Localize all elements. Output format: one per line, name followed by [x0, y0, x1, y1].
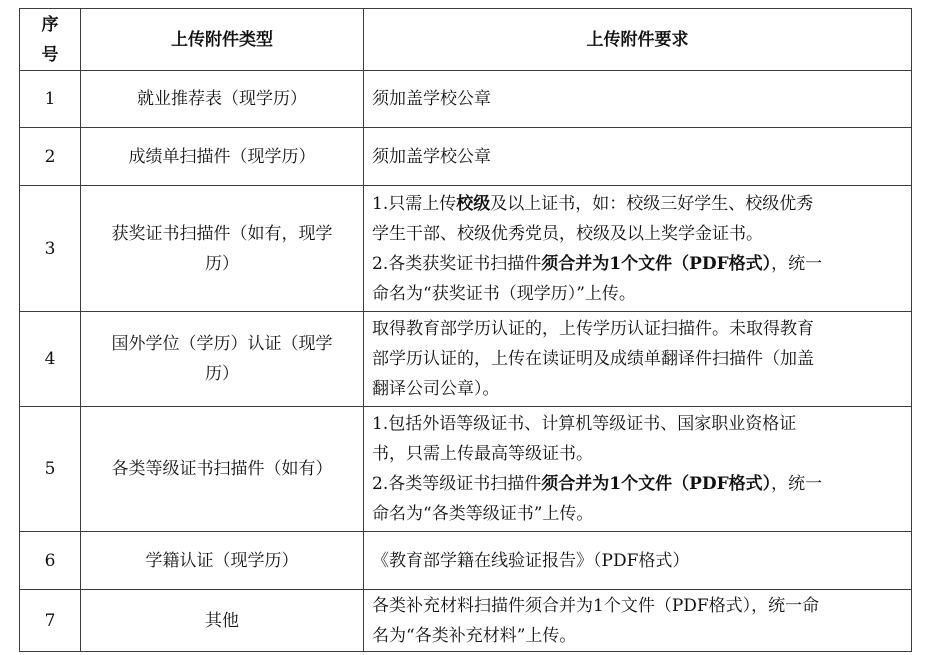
- table-row: [20, 71, 912, 128]
- requirement-line: 2.各类等级证书扫描件须合并为1个文件（PDF格式），统一: [372, 474, 823, 494]
- attachment-type: 学籍认证（现学历）: [81, 532, 364, 590]
- requirement-line: 1.包括外语等级证书、计算机等级证书、国家职业资格证: [372, 414, 797, 434]
- table-row: [20, 312, 912, 407]
- header-index: 序 号: [20, 9, 81, 71]
- attachment-type: 就业推荐表（现学历）: [81, 71, 364, 128]
- attachment-requirement: [364, 407, 912, 532]
- emphasis-text: 须合并为1个文件（PDF格式）: [541, 474, 772, 494]
- requirement-line: 命名为“获奖证书（现学历）”上传。: [372, 283, 636, 304]
- attachment-requirement: [364, 590, 912, 652]
- requirement-line: 学生干部、校级优秀党员，校级及以上奖学金证书。: [372, 223, 763, 244]
- table-row: [20, 128, 912, 186]
- requirement-line: 2.各类获奖证书扫描件须合并为1个文件（PDF格式），统一: [372, 253, 823, 274]
- attachment-requirement: [364, 186, 912, 312]
- table-row: [20, 407, 912, 532]
- emphasis-text: 校级: [456, 193, 491, 214]
- attachment-requirement: 须加盖学校公章: [364, 128, 912, 186]
- table-row: [20, 532, 912, 590]
- table-header-row: [20, 9, 912, 71]
- attachment-type: 国外学位（学历）认证（现学 历）: [81, 312, 364, 407]
- attachment-type: 各类等级证书扫描件（如有）: [81, 407, 364, 532]
- row-index: 6: [20, 532, 81, 590]
- requirement-line: 取得教育部学历认证的，上传学历认证扫描件。未取得教育: [372, 319, 814, 339]
- row-index: 4: [20, 312, 81, 407]
- row-index: 1: [20, 71, 81, 128]
- attachment-requirement: 须加盖学校公章: [364, 71, 912, 128]
- header-requirement: 上传附件要求: [364, 9, 912, 71]
- row-index: 5: [20, 407, 81, 532]
- header-type: 上传附件类型: [81, 9, 364, 71]
- attachment-type: 成绩单扫描件（现学历）: [81, 128, 364, 186]
- attachment-requirement: [364, 312, 912, 407]
- requirement-line: 翻译公司公章）。: [372, 379, 500, 399]
- attachment-requirements-table: [19, 8, 912, 652]
- attachment-requirement: 《教育部学籍在线验证报告》（PDF格式）: [364, 532, 912, 590]
- table-row: [20, 590, 912, 652]
- requirement-line: 书，只需上传最高等级证书。: [372, 444, 593, 464]
- attachment-type: 获奖证书扫描件（如有，现学 历）: [81, 186, 364, 312]
- requirement-line: 部学历认证的，上传在读证明及成绩单翻译件扫描件（加盖: [372, 349, 814, 369]
- requirement-line: 各类补充材料扫描件须合并为1个文件（PDF格式），统一命: [372, 595, 820, 616]
- table-row: [20, 186, 912, 312]
- row-index: 7: [20, 590, 81, 652]
- row-index: 3: [20, 186, 81, 312]
- requirement-line: 名为“各类补充材料”上传。: [372, 625, 577, 646]
- attachment-type: 其他: [81, 590, 364, 652]
- requirement-line: 1.只需上传校级及以上证书，如：校级三好学生、校级优秀: [372, 193, 814, 214]
- row-index: 2: [20, 128, 81, 186]
- requirement-line: 命名为“各类等级证书”上传。: [372, 504, 594, 524]
- emphasis-text: 须合并为1个文件（PDF格式）: [541, 253, 772, 274]
